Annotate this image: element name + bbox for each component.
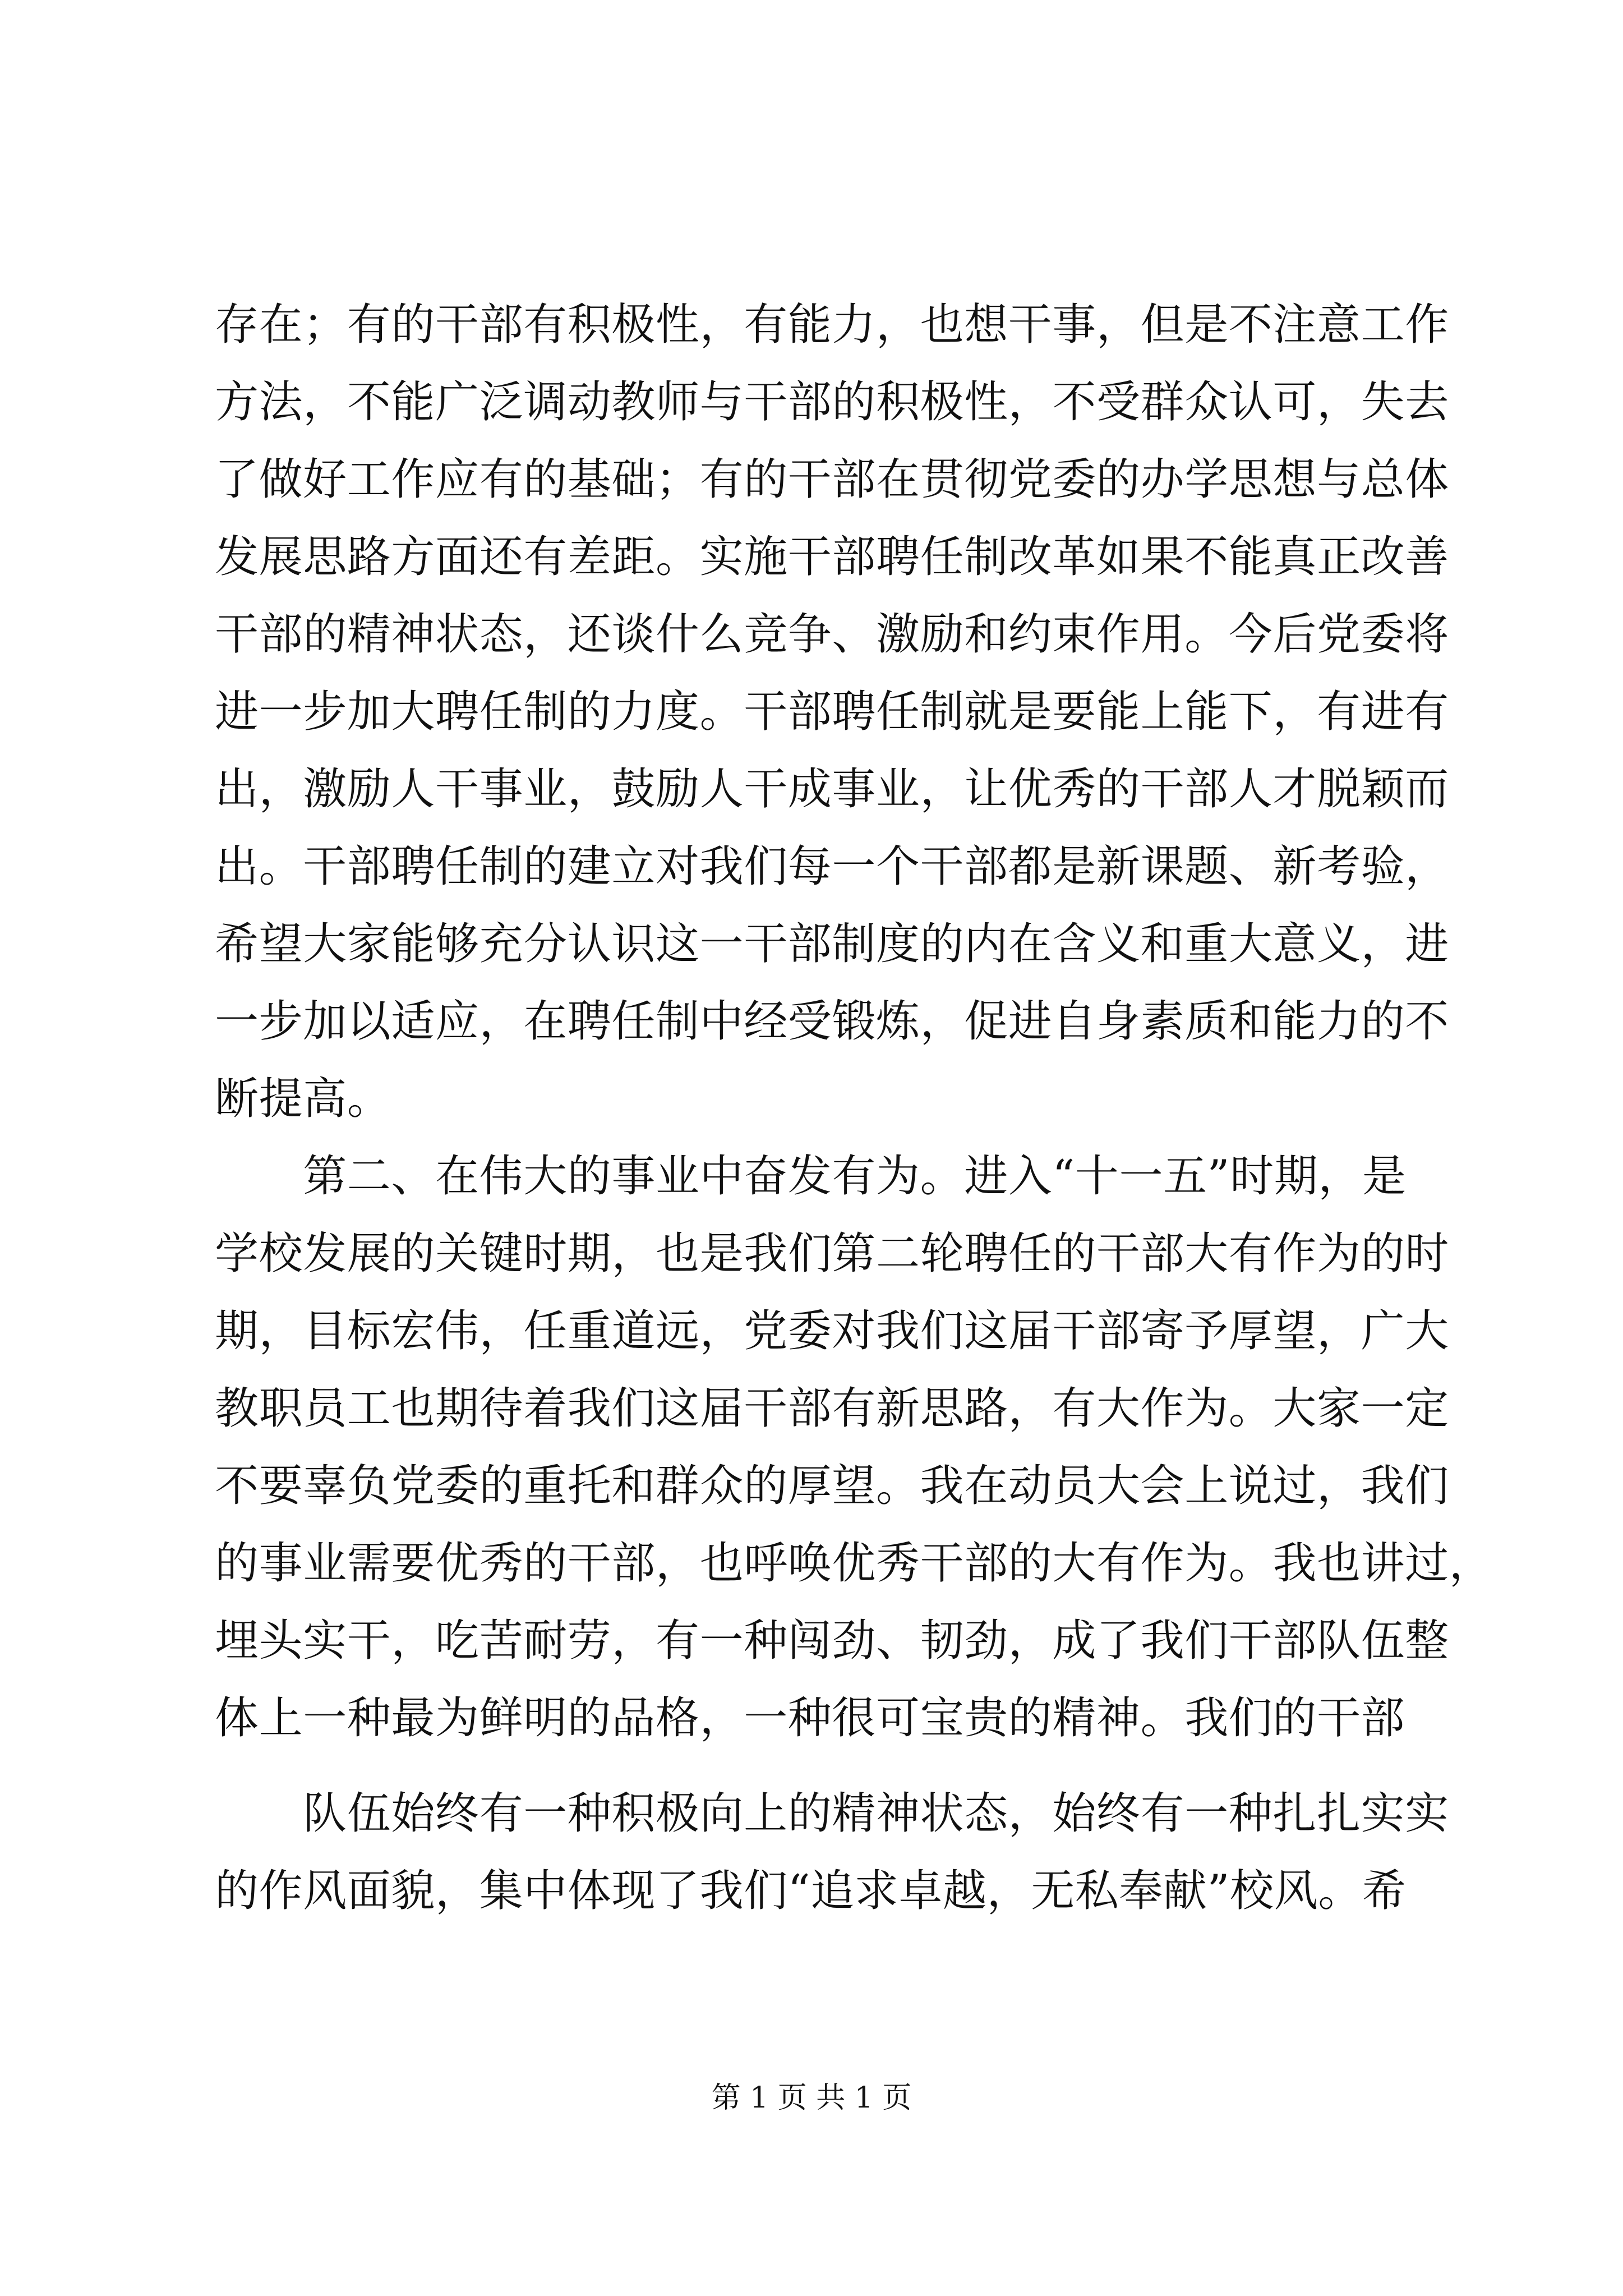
text-line: 体上一种最为鲜明的品格，一种很可宝贵的精神。我们的干部 xyxy=(215,1693,1405,1743)
text-line: 期，目标宏伟，任重道远，党委对我们这届干部寄予厚望，广大 xyxy=(215,1306,1449,1356)
text-line: 队伍始终有一种积极向上的精神状态，始终有一种扎扎实实 xyxy=(215,1788,1449,1839)
text-line: 的事业需要优秀的干部，也呼唤优秀干部的大有作为。我也讲过， xyxy=(215,1538,1493,1589)
text-line: 埋头实干，吃苦耐劳，有一种闯劲、韧劲，成了我们干部队伍整 xyxy=(215,1616,1449,1666)
text-line: 发展思路方面还有差距。实施干部聘任制改革如果不能真正改善 xyxy=(215,532,1449,582)
text-line: 第二、在伟大的事业中奋发有为。进入“十一五”时期，是 xyxy=(215,1151,1407,1202)
text-line: 进一步加大聘任制的力度。干部聘任制就是要能上能下，有进有 xyxy=(215,687,1449,737)
text-line: 教职员工也期待着我们这届干部有新思路，有大作为。大家一定 xyxy=(215,1383,1449,1434)
body-text xyxy=(215,286,1493,1930)
text-line: 希望大家能够充分认识这一干部制度的内在含义和重大意义，进 xyxy=(215,919,1449,969)
text-line: 出。干部聘任制的建立对我们每一个干部都是新课题、新考验， xyxy=(215,841,1449,892)
text-line: 方法，不能广泛调动教师与干部的积极性，不受群众认可，失去 xyxy=(215,377,1449,427)
paragraph-gap xyxy=(215,1757,1415,1775)
page-footer: 第 1 页 共 1 页 xyxy=(711,2081,912,2115)
text-line: 学校发展的关键时期，也是我们第二轮聘任的干部大有作为的时 xyxy=(215,1228,1449,1279)
text-line: 的作风面貌，集中体现了我们“追求卓越，无私奉献”校风。希 xyxy=(215,1866,1407,1916)
text-line: 干部的精神状态，还谈什么竞争、激励和约束作用。今后党委将 xyxy=(215,609,1449,660)
text-line: 存在；有的干部有积极性，有能力，也想干事，但是不注意工作 xyxy=(215,300,1449,350)
text-line: 不要辜负党委的重托和群众的厚望。我在动员大会上说过，我们 xyxy=(215,1461,1449,1511)
text-line: 出，激励人干事业，鼓励人干成事业，让优秀的干部人才脱颖而 xyxy=(215,764,1449,815)
text-line: 断提高。 xyxy=(215,1074,391,1124)
text-line: 了做好工作应有的基础；有的干部在贯彻党委的办学思想与总体 xyxy=(215,454,1449,505)
text-line: 一步加以适应，在聘任制中经受锻炼，促进自身素质和能力的不 xyxy=(215,996,1449,1047)
